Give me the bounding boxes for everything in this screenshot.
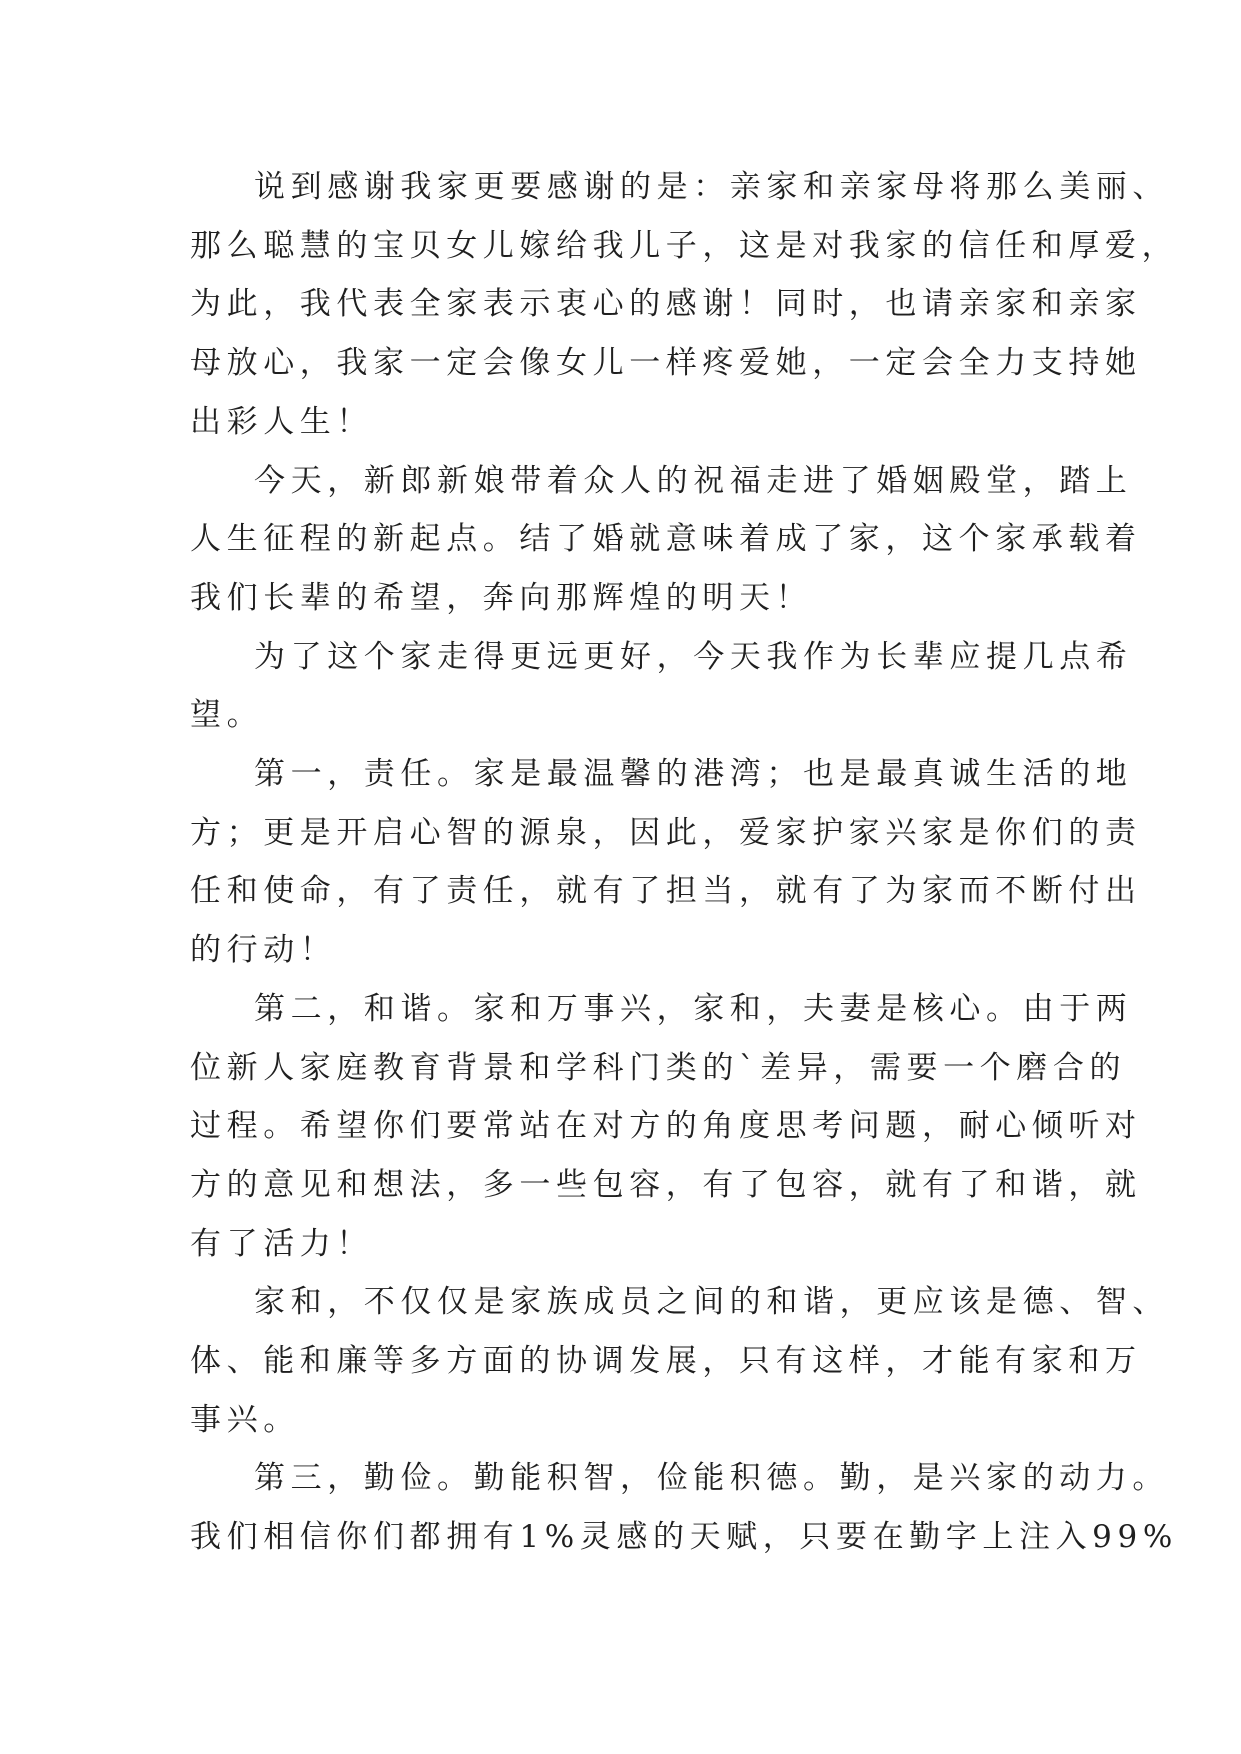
text-line: 事兴。 <box>190 1401 300 1438</box>
text-line: 任和使命，有了责任，就有了担当，就有了为家而不断付出 <box>190 873 1142 910</box>
text-line: 那么聪慧的宝贝女儿嫁给我儿子，这是对我家的信任和厚爱， <box>190 227 1179 264</box>
text-line: 体、能和廉等多方面的协调发展，只有这样，才能有家和万 <box>190 1343 1142 1380</box>
text-line: 有了活力！ <box>190 1225 373 1262</box>
text-line: 出彩人生！ <box>190 403 373 440</box>
text-line: 方；更是开启心智的源泉，因此，爱家护家兴家是你们的责 <box>190 814 1142 851</box>
paragraph-family-harmony <box>190 1273 1169 1449</box>
document-body <box>190 158 1179 1567</box>
text-line: 过程。希望你们要常站在对方的角度思考问题，耐心倾听对 <box>190 1108 1142 1145</box>
text-line: 方的意见和想法，多一些包容，有了包容，就有了和谐，就 <box>190 1166 1142 1203</box>
text-line: 人生征程的新起点。结了婚就意味着成了家，这个家承载着 <box>190 521 1142 558</box>
text-line: 为了这个家走得更远更好，今天我作为长辈应提几点希 <box>254 638 1133 675</box>
text-line: 位新人家庭教育背景和学科门类的`差异，需要一个磨合的 <box>190 1049 1127 1086</box>
text-line: 今天，新郎新娘带着众人的祝福走进了婚姻殿堂，踏上 <box>254 462 1133 499</box>
text-line: 的行动！ <box>190 932 337 969</box>
text-line: 家和，不仅仅是家族成员之间的和谐，更应该是德、智、 <box>254 1284 1169 1321</box>
text-line: 我们相信你们都拥有1%灵感的天赋，只要在勤字上注入99% <box>190 1519 1178 1556</box>
text-line: 第一，责任。家是最温馨的港湾；也是最真诚生活的地 <box>254 756 1133 793</box>
text-line: 第二，和谐。家和万事兴，家和，夫妻是核心。由于两 <box>254 990 1133 1027</box>
text-line: 母放心，我家一定会像女儿一样疼爱她，一定会全力支持她 <box>190 345 1142 382</box>
paragraph-third-diligence <box>190 1449 1178 1566</box>
text-line: 我们长辈的希望，奔向那辉煌的明天！ <box>190 579 813 616</box>
paragraph-first-responsibility <box>190 745 1142 980</box>
text-line: 望。 <box>190 697 264 734</box>
paragraph-hopes-intro <box>190 628 1133 745</box>
text-line: 第三，勤俭。勤能积智，俭能积德。勤，是兴家的动力。 <box>254 1460 1169 1497</box>
paragraph-thanks <box>190 158 1179 452</box>
paragraph-second-harmony <box>190 980 1142 1274</box>
paragraph-today <box>190 452 1142 628</box>
text-line: 说到感谢我家更要感谢的是：亲家和亲家母将那么美丽、 <box>254 169 1169 205</box>
text-line: 为此，我代表全家表示衷心的感谢！同时，也请亲家和亲家 <box>190 286 1142 323</box>
